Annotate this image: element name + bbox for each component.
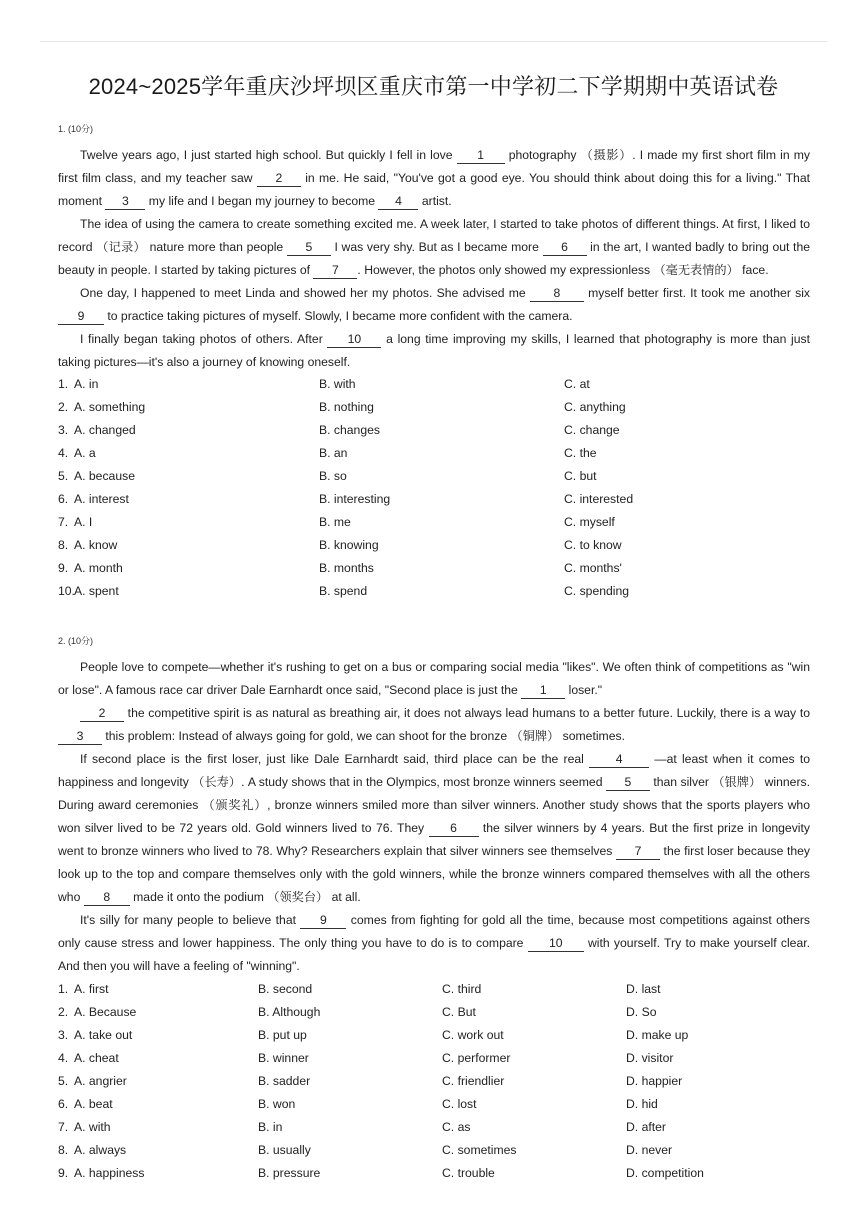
option-text: A. in <box>74 377 99 391</box>
option-choice: D. never <box>626 1143 673 1157</box>
option-choice: C. anything <box>564 400 626 414</box>
option-text: A. Because <box>74 1005 137 1019</box>
option-text: A. because <box>74 469 135 483</box>
option-number: 2. <box>58 1005 69 1019</box>
option-choice: C. change <box>564 423 620 437</box>
passage-text: . However, the photos only showed my expressionless （毫无表情的） face. <box>357 263 769 277</box>
blank-4: 4 <box>589 752 649 768</box>
option-row <box>58 557 818 580</box>
option-row <box>58 442 818 465</box>
option-choice: B. with <box>319 377 356 391</box>
option-choice: D. visitor <box>626 1051 674 1065</box>
option-row <box>58 978 818 1001</box>
passage-text: I was very shy. But as I became more <box>330 240 543 254</box>
option-choice: B. usually <box>258 1143 311 1157</box>
option-text: A. changed <box>74 423 136 437</box>
option-row <box>58 465 818 488</box>
passage-text: the first loser because they look up to the top and compare themselves only with the gold winners, while the bronze winners compared themselves with all the others who <box>58 844 810 904</box>
option-text: A. something <box>74 400 146 414</box>
question-1-options <box>58 373 818 603</box>
option-choice: C. but <box>564 469 597 483</box>
option-choice: B. in <box>258 1120 283 1134</box>
option-text: A. beat <box>74 1097 113 1111</box>
blank-10: 10 <box>528 936 584 952</box>
option-number: 8. <box>58 538 69 552</box>
option-choice <box>58 396 145 419</box>
option-choice <box>58 557 123 580</box>
option-choice: B. Although <box>258 1005 321 1019</box>
passage-text: One day, I happened to meet Linda and showed her my photos. She advised me <box>80 286 530 300</box>
option-row <box>58 1139 818 1162</box>
question-1-passage <box>58 144 810 374</box>
option-text: A. month <box>74 561 123 575</box>
passage-text: the competitive spirit is as natural as breathing air, it does not always lead humans to a better future. Luckily, there is a way to <box>124 706 810 720</box>
blank-6: 6 <box>543 240 587 256</box>
option-choice: B. changes <box>319 423 380 437</box>
option-choice: D. competition <box>626 1166 704 1180</box>
question-1-header: 1. (10分) <box>58 124 94 134</box>
blank-3: 3 <box>58 729 102 745</box>
option-text: A. with <box>74 1120 111 1134</box>
option-choice: C. trouble <box>442 1166 495 1180</box>
passage-text: a long time improving my skills, I learned that photography is more than just taking pictures—it's also a journey of knowing oneself. <box>58 332 810 369</box>
passage-text: comes from fighting for gold all the time, because most competitions against others only cause stress and lower happiness. The only thing you have to do is to compare <box>58 913 810 950</box>
blank-1: 1 <box>457 148 505 164</box>
question-2-options <box>58 978 818 1185</box>
option-choice: C. work out <box>442 1028 504 1042</box>
passage-paragraph <box>58 909 810 978</box>
option-row <box>58 396 818 419</box>
option-choice: D. So <box>626 1005 657 1019</box>
blank-9: 9 <box>300 913 346 929</box>
option-text: A. know <box>74 538 118 552</box>
option-choice: B. interesting <box>319 492 391 506</box>
option-choice: C. the <box>564 446 597 460</box>
passage-text: the silver winners by 4 years. But the first prize in longevity went to bronze winners who lived to 78. Why? Researchers explain that silver winners see themselves <box>58 821 810 858</box>
option-row <box>58 1116 818 1139</box>
option-text: A. angrier <box>74 1074 127 1088</box>
blank-3: 3 <box>105 194 145 210</box>
passage-text: It's silly for many people to believe that <box>80 913 301 927</box>
option-choice: D. hid <box>626 1097 658 1111</box>
option-choice: B. sadder <box>258 1074 311 1088</box>
option-choice: D. happier <box>626 1074 683 1088</box>
option-choice: B. an <box>319 446 348 460</box>
passage-text: If second place is the first loser, just like Dale Earnhardt said, third place can be the real <box>80 752 590 766</box>
option-number: 4. <box>58 1051 69 1065</box>
option-choice <box>58 442 96 465</box>
option-number: 10. <box>58 584 75 598</box>
option-choice <box>58 1093 113 1116</box>
option-choice: C. interested <box>564 492 634 506</box>
passage-paragraph <box>58 702 810 748</box>
option-number: 7. <box>58 1120 69 1134</box>
option-number: 5. <box>58 1074 69 1088</box>
option-choice <box>58 1001 136 1024</box>
option-row <box>58 1162 818 1185</box>
passage-paragraph <box>58 213 810 282</box>
passage-text: artist. <box>418 194 452 208</box>
option-text: A. I <box>74 515 93 529</box>
option-choice <box>58 1024 132 1047</box>
blank-7: 7 <box>313 263 357 279</box>
option-number: 9. <box>58 1166 69 1180</box>
blank-1: 1 <box>521 683 565 699</box>
passage-text: in the art, I wanted badly to bring out the beauty in people. I started by taking pictures of <box>58 240 810 277</box>
option-choice: C. to know <box>564 538 622 552</box>
header-divider <box>40 41 827 42</box>
option-choice: B. pressure <box>258 1166 321 1180</box>
option-choice: B. spend <box>319 584 368 598</box>
option-row <box>58 1047 818 1070</box>
option-choice <box>58 1162 144 1185</box>
option-choice: C. spending <box>564 584 630 598</box>
passage-text: my life and I began my journey to become <box>145 194 379 208</box>
option-number: 6. <box>58 1097 69 1111</box>
option-choice <box>58 373 98 396</box>
blank-4: 4 <box>378 194 418 210</box>
option-choice: C. performer <box>442 1051 511 1065</box>
option-choice <box>58 1116 111 1139</box>
option-choice: D. last <box>626 982 661 996</box>
option-text: A. a <box>74 446 96 460</box>
option-choice: B. second <box>258 982 313 996</box>
option-choice <box>58 1070 127 1093</box>
option-number: 1. <box>58 377 69 391</box>
option-number: 7. <box>58 515 69 529</box>
option-text: A. interest <box>74 492 129 506</box>
passage-text: photography （摄影）. I made my first short film in my first film class, and my teacher saw <box>58 148 810 185</box>
option-choice <box>58 511 92 534</box>
passage-text: loser." <box>565 683 603 697</box>
option-choice <box>58 978 109 1001</box>
option-choice: C. sometimes <box>442 1143 517 1157</box>
option-choice: C. at <box>564 377 590 391</box>
option-row <box>58 488 818 511</box>
passage-paragraph <box>58 282 810 328</box>
option-choice: C. myself <box>564 515 615 529</box>
option-row <box>58 580 818 603</box>
blank-2: 2 <box>257 171 301 187</box>
option-choice: C. months' <box>564 561 622 575</box>
option-number: 6. <box>58 492 69 506</box>
option-choice: B. nothing <box>319 400 374 414</box>
option-number: 2. <box>58 400 69 414</box>
blank-5: 5 <box>606 775 650 791</box>
option-number: 3. <box>58 1028 69 1042</box>
passage-text: made it onto the podium （领奖台） at all. <box>129 890 361 904</box>
passage-paragraph <box>58 144 810 213</box>
option-choice <box>58 1139 126 1162</box>
passage-text: The idea of using the camera to create something excited me. A week later, I started to take photos of different things. At first, I liked to record （记录） nature more than people <box>58 217 810 254</box>
option-row <box>58 1001 818 1024</box>
blank-7: 7 <box>616 844 660 860</box>
option-row <box>58 1024 818 1047</box>
option-choice: B. knowing <box>319 538 379 552</box>
passage-text: —at least when it comes to happiness and longevity （长寿）. A study shows that in the Olympics, most bronze winners seemed <box>58 752 811 789</box>
option-number: 8. <box>58 1143 69 1157</box>
option-text: A. always <box>74 1143 127 1157</box>
passage-text: in me. He said, "You've got a good eye. You should think about doing this for a living." That moment <box>58 171 810 208</box>
option-choice: B. put up <box>258 1028 307 1042</box>
option-choice: D. make up <box>626 1028 689 1042</box>
passage-text: this problem: Instead of always going for gold, we can shoot for the bronze （铜牌） sometimes. <box>102 729 625 743</box>
option-choice: C. friendlier <box>442 1074 505 1088</box>
option-number: 9. <box>58 561 69 575</box>
passage-text: I finally began taking photos of others. After <box>80 332 328 346</box>
passage-text: myself better first. It took me another six <box>583 286 811 300</box>
option-row <box>58 373 818 396</box>
option-number: 1. <box>58 982 69 996</box>
option-choice: B. winner <box>258 1051 309 1065</box>
option-number: 3. <box>58 423 69 437</box>
option-row <box>58 1093 818 1116</box>
blank-6: 6 <box>429 821 479 837</box>
option-choice: B. so <box>319 469 347 483</box>
option-choice <box>58 465 135 488</box>
passage-text: to practice taking pictures of myself. Slowly, I became more confident with the camera. <box>104 309 573 323</box>
option-choice: C. lost <box>442 1097 477 1111</box>
option-choice <box>58 580 119 603</box>
option-choice <box>58 419 136 442</box>
passage-text: than silver （银牌） winners. During award ceremonies （颁奖礼）, bronze winners smiled more than silver winners. Another study shows that the sports players who won silver lived to be 72 years old. Gold winners lived to 76. They <box>58 775 810 835</box>
option-text: A. cheat <box>74 1051 119 1065</box>
blank-9: 9 <box>58 309 104 325</box>
option-number: 4. <box>58 446 69 460</box>
option-choice: B. won <box>258 1097 296 1111</box>
option-text: A. first <box>74 982 109 996</box>
option-choice: C. as <box>442 1120 471 1134</box>
option-row <box>58 419 818 442</box>
question-2-passage <box>58 656 810 978</box>
passage-text: with yourself. Try to make yourself clear. And then you will have a feeling of "winning". <box>58 936 810 973</box>
page-title: 2024~2025学年重庆沙坪坝区重庆市第一中学初二下学期期中英语试卷 <box>88 74 779 99</box>
option-text: A. take out <box>74 1028 133 1042</box>
blank-5: 5 <box>287 240 331 256</box>
option-number: 5. <box>58 469 69 483</box>
option-row <box>58 1070 818 1093</box>
option-choice: C. third <box>442 982 482 996</box>
option-choice <box>58 488 129 511</box>
blank-2: 2 <box>80 706 124 722</box>
passage-paragraph <box>58 656 810 702</box>
passage-text: People love to compete—whether it's rushing to get on a bus or comparing social media "likes". We often think of competitions as "win or lose". A famous race car driver Dale Earnhardt once said, "Second place is just the <box>58 660 810 697</box>
option-choice: B. months <box>319 561 374 575</box>
blank-10: 10 <box>327 332 381 348</box>
option-text: A. happiness <box>74 1166 145 1180</box>
blank-8: 8 <box>84 890 130 906</box>
passage-paragraph <box>58 748 810 909</box>
option-choice: B. me <box>319 515 351 529</box>
option-text: A. spent <box>74 584 119 598</box>
passage-paragraph <box>58 328 810 374</box>
blank-8: 8 <box>530 286 584 302</box>
option-row <box>58 511 818 534</box>
option-row <box>58 534 818 557</box>
passage-text: Twelve years ago, I just started high school. But quickly I fell in love <box>80 148 457 162</box>
option-choice: D. after <box>626 1120 666 1134</box>
option-choice <box>58 534 117 557</box>
question-2-header: 2. (10分) <box>58 636 94 646</box>
option-choice <box>58 1047 119 1070</box>
option-choice: C. But <box>442 1005 476 1019</box>
